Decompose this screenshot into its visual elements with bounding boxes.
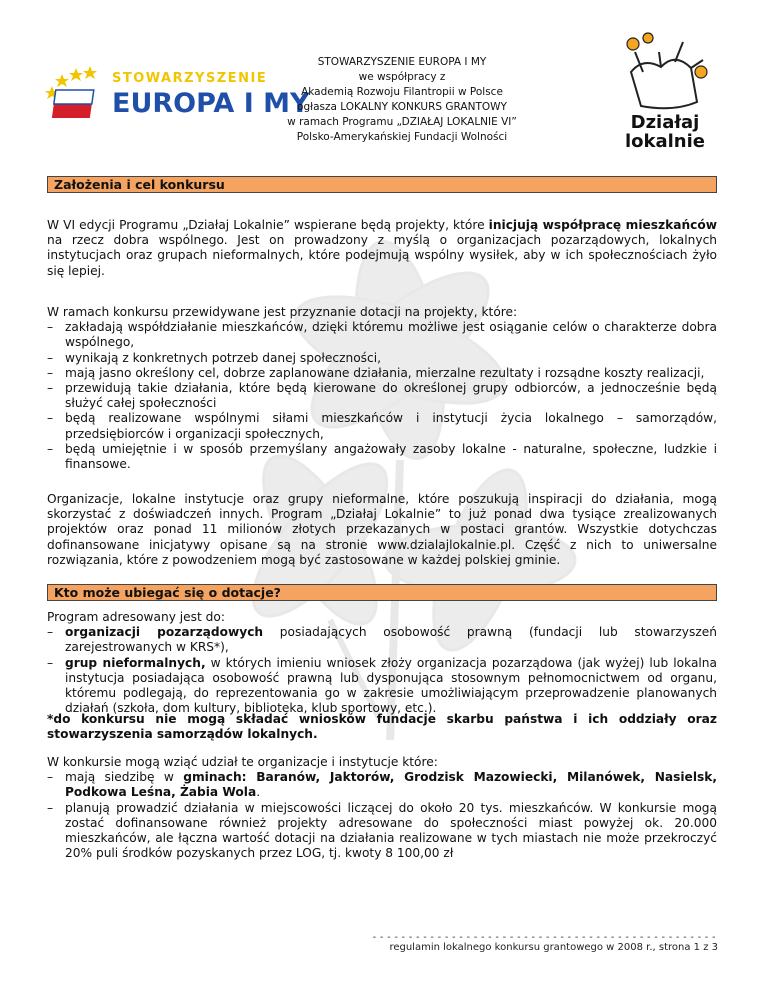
list-item: – przewidują takie działania, które będą kierowane do określonej grupy odbiorców, a jednocześnie będą służyć całej społeczności bbox=[47, 381, 717, 411]
list-item bbox=[47, 770, 717, 800]
eligibility-block bbox=[47, 610, 717, 716]
list-item bbox=[47, 625, 717, 655]
inspiration-paragraph: Organizacje, lokalne instytucje oraz grupy nieformalne, które poszukują inspiracji do działania, mogą skorzystać z doświadczeń innych. Program „Działaj Lokalnie” to już ponad dwa tysiące zrealizowanych projektów oraz ponad 11 milionów złotych przekazanych w postaci grantów. Wszystkie dotychczas dofinansowane inicjatywy opisane są na stronie www.dzialajlokalnie.pl. Część z nich to uniwersalne rozwiązania, które z powodzeniem mogą być zastosowane w każdej polskiej gminie. bbox=[47, 492, 717, 567]
document-header bbox=[282, 55, 522, 145]
list-item: – zakładają współdziałanie mieszkańców, dzięki któremu możliwe jest osiąganie celów o charakterze dobra wspólnego, bbox=[47, 320, 717, 350]
text: posiadających osobowość prawną (fundacji lub stowarzyszeń zarejestrowanych w KRS*), bbox=[65, 625, 717, 655]
list-item: – planują prowadzić działania w miejscowości liczącej do około 20 tys. mieszkańców. W konkursie mogą zostać dofinansowane również projekty adresowane do społeczności miast powyżej ok. 20.000 mieszkańców, ale łączna wartość dotacji na działania realizowane w tych miastach nie może przekroczyć 20% puli środków pozyskanych przez LOG, tj. kwoty 8 100,00 zł bbox=[47, 801, 717, 862]
bold-text: grup nieformalnych, bbox=[65, 655, 206, 670]
header-line: Akademią Rozwoju Filantropii w Polsce bbox=[301, 86, 503, 98]
location-block bbox=[47, 755, 717, 861]
eligibility-list bbox=[47, 625, 717, 716]
exclusion-note: *do konkursu nie mogą składać wniosków fundacje skarbu państwa i ich oddziały oraz stowarzyszenia samorządów lokalnych. bbox=[47, 712, 717, 742]
text: mają siedzibę w bbox=[65, 770, 184, 785]
header-line: STOWARZYSZENIE EUROPA I MY bbox=[317, 56, 487, 68]
intro-paragraph bbox=[47, 218, 717, 279]
header-line: ogłasza LOKALNY KONKURS GRANTOWY bbox=[297, 101, 507, 113]
header-line: w ramach Programu „DZIAŁAJ LOKALNIE VI” bbox=[287, 116, 517, 128]
list-item: – będą realizowane wspólnymi siłami mieszkańców i instytucji życia lokalnego – samorządów, przedsiębiorców i organizacji społecznych, bbox=[47, 411, 717, 441]
logo-line1: Działaj bbox=[630, 112, 700, 133]
section-heading-kto-moze: Kto może ubiegać się o dotacje? bbox=[47, 584, 717, 601]
bold-text: inicjują współpracę mieszkańców bbox=[488, 218, 717, 232]
list-item: – wynikają z konkretnych potrzeb danej społeczności, bbox=[47, 351, 717, 366]
criteria-block bbox=[47, 305, 717, 472]
dzialaj-lokalnie-logo bbox=[613, 32, 718, 152]
footer-separator: ------------------------------------------------ bbox=[371, 932, 718, 943]
list-item: – będą umiejętnie i w sposób przemyślany angażowały zasoby lokalne - naturalne, społeczne, ludzkie i finansowe. bbox=[47, 442, 717, 472]
eligibility-intro: Program adresowany jest do: bbox=[47, 610, 225, 624]
text: na rzecz dobra wspólnego. Jest on prowadzony z myślą o organizacjach pozarządowych, lokalnych instytucjach oraz grupach nieformalnych, które podejmują wspólny wysiłek, aby w ich społecznościach żyło się lepiej. bbox=[47, 233, 717, 278]
header-line: Polsko-Amerykańskiej Fundacji Wolności bbox=[296, 131, 508, 143]
list-item bbox=[47, 656, 717, 717]
criteria-list bbox=[47, 320, 717, 472]
criteria-intro: W ramach konkursu przewidywane jest przyznanie dotacji na projekty, które: bbox=[47, 305, 518, 319]
text: . bbox=[256, 785, 261, 800]
location-intro: W konkursie mogą wziąć udział te organizacje i instytucje które: bbox=[47, 755, 438, 769]
logo-line2: lokalnie bbox=[624, 131, 706, 152]
footer-text: regulamin lokalnego konkursu grantowego w 2008 r., strona 1 z 3 bbox=[389, 942, 718, 953]
bold-text: organizacji pozarządowych bbox=[65, 625, 264, 640]
list-item: – mają jasno określony cel, dobrze zaplanowane działania, mierzalne rezultaty i rozsądne koszty realizacji, bbox=[47, 366, 717, 381]
europa-i-my-logo bbox=[40, 60, 310, 125]
logo-bottom-word: EUROPA I MY bbox=[112, 88, 310, 119]
logo-top-word: STOWARZYSZENIE bbox=[112, 71, 268, 86]
location-list bbox=[47, 770, 717, 861]
section-heading-zalozenia: Założenia i cel konkursu bbox=[47, 176, 717, 193]
text: w których imieniu wniosek złoży organizacja pozarządowa (jak wyżej) lub lokalna instytucja posiadająca osobowość prawną lub dysponująca stosownym pełnomocnictwem od organu, któremu podlegają, do reprezentowania go w zakresie umożliwiającym przeprowadzenie planowanych działań (szkoła, dom kultury, biblioteka, klub sportowy, etc.). bbox=[65, 655, 717, 716]
text: W VI edycji Programu „Działaj Lokalnie” wspierane będą projekty, które bbox=[47, 218, 489, 232]
header-line: we współpracy z bbox=[358, 71, 446, 83]
bold-text: gminach: Baranów, Jaktorów, Grodzisk Mazowiecki, Milanówek, Nasielsk, Podkowa Leśna, Żabia Wola bbox=[65, 770, 717, 800]
